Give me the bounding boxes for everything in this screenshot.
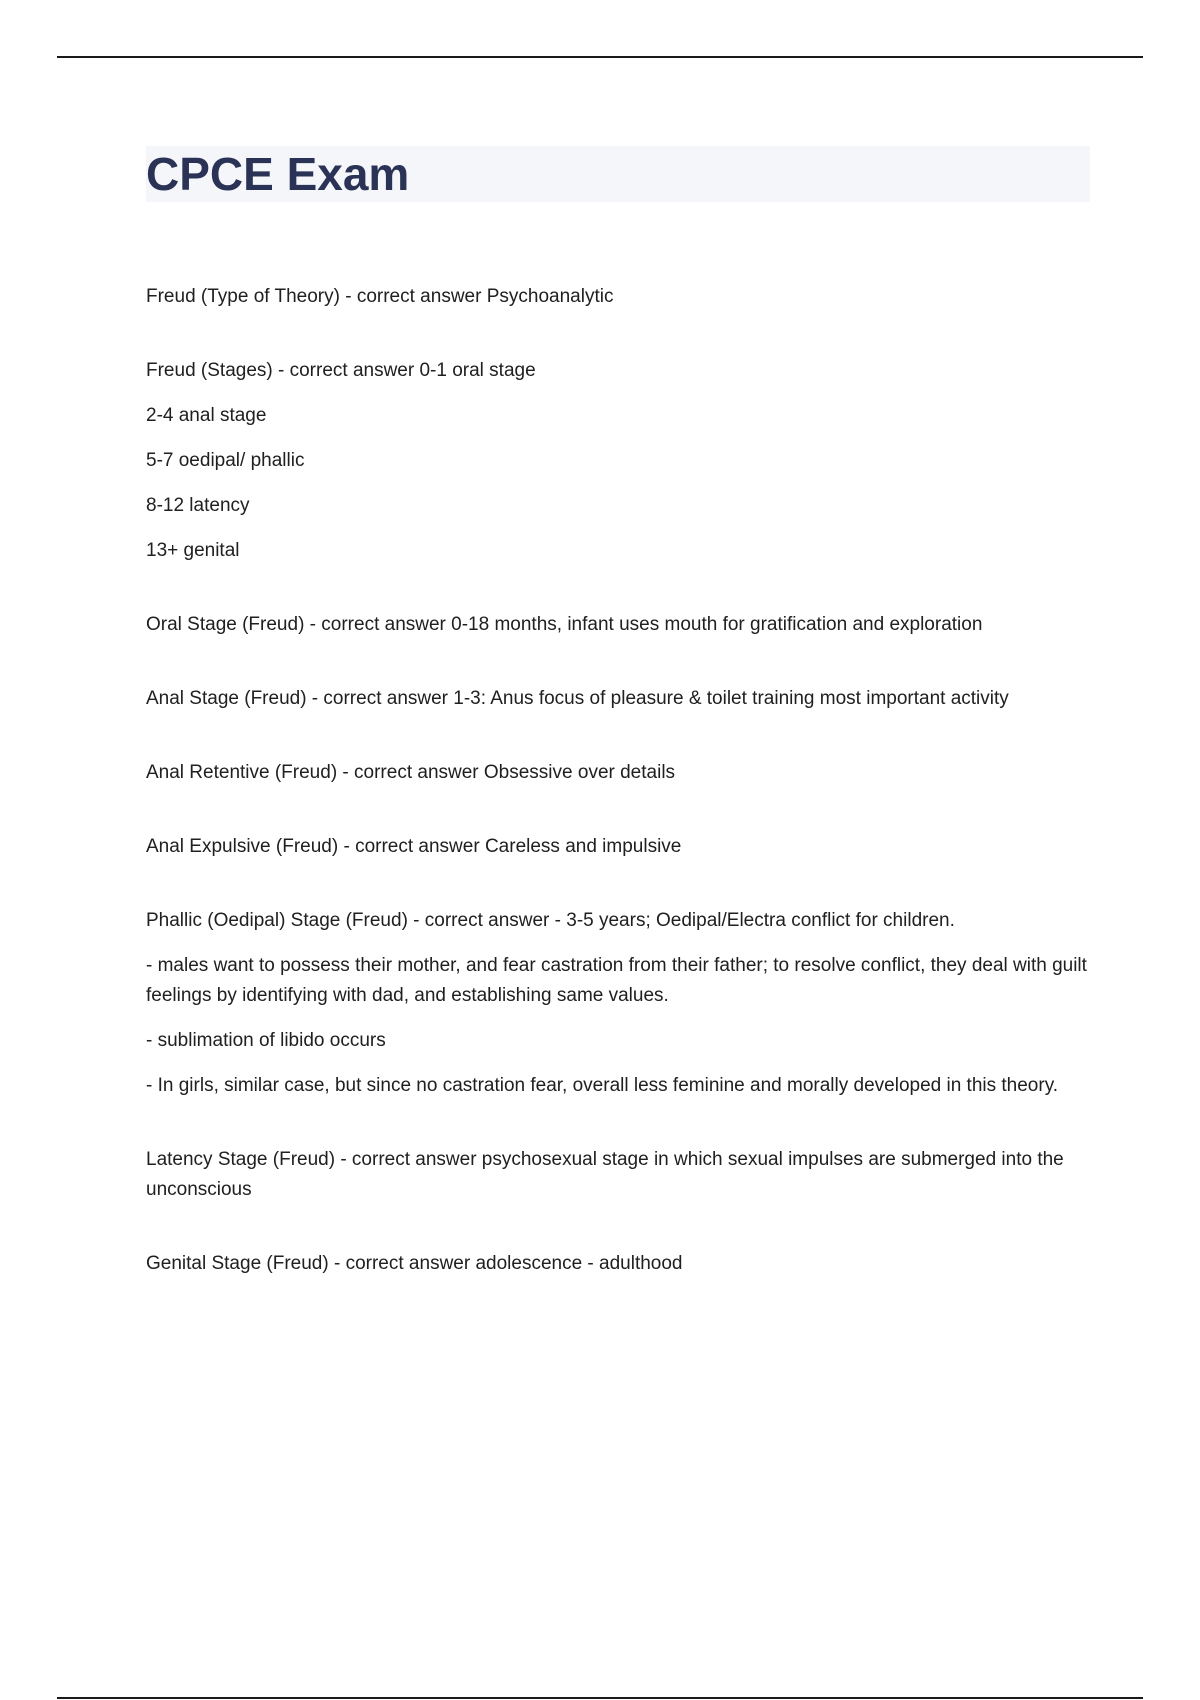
entry-freud-theory <box>146 282 1090 312</box>
bottom-divider <box>57 1697 1143 1699</box>
entry-line: - In girls, similar case, but since no castration fear, overall less feminine and morally developed in this theory. <box>146 1075 1059 1096</box>
entry-latency-stage <box>146 1145 1090 1205</box>
top-divider <box>57 56 1143 58</box>
entry-oral-stage <box>146 610 1090 640</box>
entry-anal-expulsive <box>146 832 1090 862</box>
entry-line: 2-4 anal stage <box>146 405 267 426</box>
entry-line: Freud (Stages) - correct answer 0-1 oral stage <box>146 360 536 381</box>
entry-line: - males want to possess their mother, and fear castration from their father; to resolve conflict, they deal with guilt feelings by identifying with dad, and establishing same values. <box>146 955 1087 1006</box>
entry-line: 5-7 oedipal/ phallic <box>146 450 305 471</box>
entry-line: Anal Expulsive (Freud) - correct answer Careless and impulsive <box>146 836 682 857</box>
entry-line: Phallic (Oedipal) Stage (Freud) - correct answer - 3-5 years; Oedipal/Electra conflict for children. <box>146 910 955 931</box>
entry-freud-stages <box>146 356 1090 566</box>
document-body <box>146 146 1090 1323</box>
entry-line: 13+ genital <box>146 540 240 561</box>
entry-line: Oral Stage (Freud) - correct answer 0-18 months, infant uses mouth for gratification and exploration <box>146 614 983 635</box>
entry-line: Latency Stage (Freud) - correct answer psychosexual stage in which sexual impulses are submerged into the unconscious <box>146 1149 1064 1200</box>
entry-line: Anal Stage (Freud) - correct answer 1-3: Anus focus of pleasure & toilet training most important activity <box>146 688 1009 709</box>
entry-anal-stage <box>146 684 1090 714</box>
entry-line: Anal Retentive (Freud) - correct answer Obsessive over details <box>146 762 676 783</box>
entry-line: Genital Stage (Freud) - correct answer adolescence - adulthood <box>146 1253 683 1274</box>
entry-line: 8-12 latency <box>146 495 250 516</box>
entry-line: Freud (Type of Theory) - correct answer Psychoanalytic <box>146 286 614 307</box>
entry-line: - sublimation of libido occurs <box>146 1030 386 1051</box>
entry-anal-retentive <box>146 758 1090 788</box>
entry-phallic-stage <box>146 906 1090 1101</box>
title-band <box>146 146 1090 202</box>
entry-genital-stage <box>146 1249 1090 1279</box>
document-title: CPCE Exam <box>146 148 410 200</box>
